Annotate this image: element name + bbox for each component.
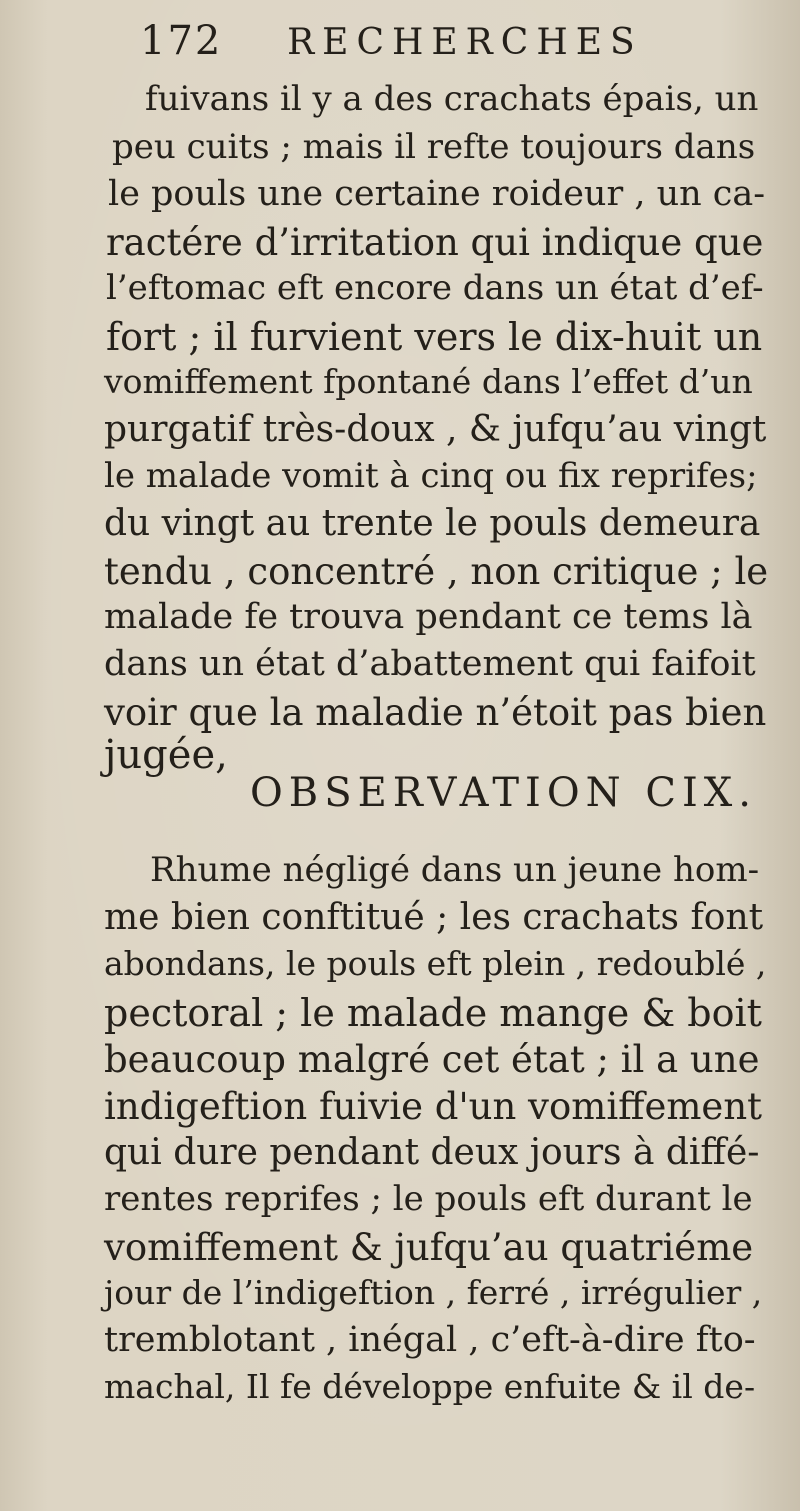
text-line: tendu , concentré , non critique ; le [104,550,769,593]
text-line: tremblotant , inégal , c’eft-à-dire fto- [104,1320,756,1360]
text-line: indigeftion fuivie d'un vomiffement [104,1085,763,1128]
text-line: malade fe trouva pendant ce tems là [104,597,753,637]
text-line: qui dure pendant deux jours à diffé- [104,1132,760,1173]
text-line: ractére d’irritation qui indique que [106,221,764,264]
running-title: RECHERCHES [287,22,643,63]
text-line: le malade vomit à cinq ou fix reprifes; [104,456,758,496]
text-line: machal, Il fe développe enfuite & il de- [104,1367,756,1406]
text-line: pectoral ; le malade mange & boit [104,991,762,1035]
text-line: fort ; il furvient vers le dix-huit un [106,315,763,359]
text-line: me bien conftitué ; les crachats font [104,897,764,938]
text-line: l’eftomac eft encore dans un état d’ef- [106,268,764,308]
text-line: peu cuits ; mais il refte toujours dans [112,127,756,167]
text-line: rentes reprifes ; le pouls eft durant le [104,1179,753,1219]
section-heading: OBSERVATION CIX. [250,770,757,816]
text-line: beaucoup malgré cet état ; il a une [104,1038,760,1081]
text-line: jour de l’indigeftion , ferré , irrégulier , [104,1273,763,1312]
text-line: abondans, le pouls eft plein , redoublé , [104,944,767,983]
running-head [140,18,643,64]
text-line: le pouls une certaine roideur , un ca- [108,174,766,214]
text-line: vomiffement fpontané dans l’effet d’un [104,362,753,401]
text-line: Rhume négligé dans un jeune hom- [150,850,760,890]
text-line: dans un état d’abattement qui faifoit [104,644,756,684]
text-line: purgatif très-doux , & jufqu’au vingt [104,409,767,450]
text-line: jugée, [104,732,228,778]
text-line: vomiffement & jufqu’au quatriéme [104,1226,754,1269]
text-line: du vingt au trente le pouls demeura [104,503,761,544]
text-line: voir que la maladie n’étoit pas bien [104,691,767,734]
page-number: 172 [140,18,223,64]
text-line: fuivans il y a des crachats épais, un [145,79,759,119]
